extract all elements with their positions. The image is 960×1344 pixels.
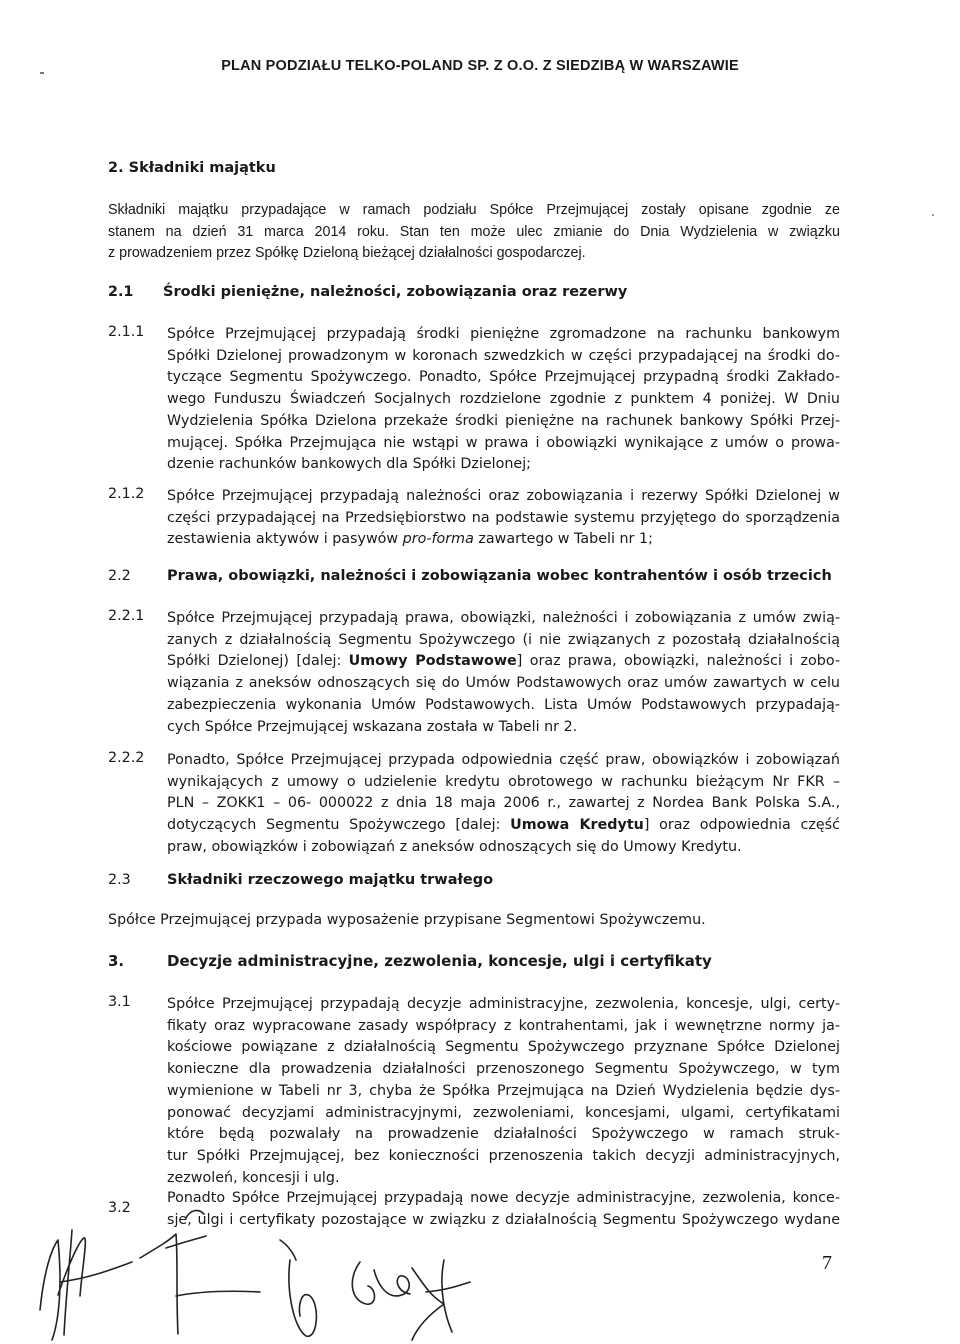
text-line: zestawienia aktywów i pasywów pro-forma zawartego w Tabeli nr 1;: [167, 531, 653, 548]
section-number: 2.1.2: [108, 486, 145, 502]
text-line: Spółce Przejmującej przypadają prawa, obowiązki, należności i zobowiązania z umów zwią-: [167, 610, 840, 626]
text-line: które będą pozwalały na prowadzenie działalności Spożywczego w ramach struk-: [167, 1126, 840, 1143]
section-number: 2.1.1: [108, 324, 145, 340]
section-3-title: Decyzje administracyjne, zezwolenia, koncesje, ulgi i certyfikaty: [167, 952, 712, 970]
text-line: Spółce Przejmującej przypadają decyzje administracyjne, zezwolenia, koncesje, ulgi, certy-: [167, 996, 840, 1012]
text-line: wiązania z aneksów odnoszących się do Umów Podstawowych oraz umów zawartych w celu: [167, 675, 840, 692]
section-2-heading: 2. Składniki majątku: [108, 160, 276, 176]
text-line: dotyczących Segmentu Spożywczego [dalej: Umowa Kredytu] oraz odpowiednia część: [167, 817, 840, 834]
text-line: PLN – ZOKK1 – 06- 000022 z dnia 18 maja 2006 r., zawartej z Nordea Bank Polska S.A.,: [167, 795, 840, 812]
text-line: tyczące Segmentu Spożywczego. Ponadto, Spółce Przejmującej przypadną środki Zakłado-: [167, 369, 840, 386]
section-number: 2.2.2: [108, 750, 145, 766]
text-line: Spółce Przejmującej przypadają środki pieniężne zgromadzone na rachunku bankowym: [167, 326, 840, 342]
paragraph-2-1-1: [167, 324, 840, 476]
section-number: 2.1: [108, 284, 134, 300]
text-line: z prowadzeniem przez Spółkę Dzieloną bieżącej działalności gospodarczej.: [108, 245, 586, 262]
text-line: Spółki Dzielonej prowadzonym w koronach szwedzkich w części przypadającej na środki do-: [167, 347, 840, 364]
section-2-3-text: [108, 910, 840, 932]
text-line: części przypadającej na Przedsiębiorstwo na podstawie systemu przyjętego do sporządzenia: [167, 509, 840, 526]
text-line: Składniki majątku przypadające w ramach podziału Spółce Przejmującej zostały opisane zgodnie ze: [108, 202, 840, 218]
section-number: 2.2.1: [108, 608, 145, 624]
section-number: 2.2: [108, 568, 131, 584]
text-line: wymienione w Tabeli nr 3, chyba że Spółka Przejmująca na Dzień Wydzielenia będzie dys-: [167, 1082, 840, 1099]
text-line: Spółki Dzielonej) [dalej: Umowy Podstawowe] oraz prawa, obowiązki, należności i zobo-: [167, 653, 841, 670]
text-line: tur Spółki Przejmującej, bez konieczności przenoszenia takich decyzji administracyjnych,: [167, 1147, 840, 1164]
text-line: ponować decyzjami administracyjnymi, zezwoleniami, koncesjami, ulgami, certyfikatami: [167, 1104, 840, 1121]
text-line: sje, ulgi i certyfikaty pozostające w związku z działalnością Segmentu Spożywczego wydane: [167, 1211, 840, 1228]
handwritten-signatures: [0, 1200, 960, 1344]
page-header: PLAN PODZIAŁU TELKO-POLAND SP. Z O.O. Z SIEDZIBĄ W WARSZAWIE: [221, 58, 739, 74]
text-line: mującej. Spółka Przejmująca nie wstąpi w prawa i obowiązki wynikające z umów o prowa-: [167, 434, 840, 451]
emphasis: pro-forma: [402, 531, 474, 548]
section-number: 2.3: [108, 872, 131, 888]
defined-term: Umowa Kredytu: [510, 817, 644, 834]
text-line: wynikających z umowy o udzielenie kredytu obrotowego w rachunku bieżącym Nr FKR –: [167, 773, 840, 790]
text-line: zezwoleń, koncesji i ulg.: [167, 1169, 340, 1186]
section-2-intro: [108, 200, 840, 265]
paragraph-2-1-2: [167, 486, 840, 551]
section-number: 3.2: [108, 1200, 131, 1216]
text-line: dzenie rachunków bankowych dla Spółki Dzielonej;: [167, 456, 531, 473]
text-line: zabezpieczenia wykonania Umów Podstawowych. Lista Umów Podstawowych przypadają-: [167, 696, 840, 713]
text-line: zanych z działalnością Segmentu Spożywczego (i nie związanych z pozostałą działalnością: [167, 631, 840, 648]
section-2-3-title: Składniki rzeczowego majątku trwałego: [167, 872, 494, 888]
text-line: Spółce Przejmującej przypadają należności oraz zobowiązania i rezerwy Spółki Dzielonej w: [167, 488, 840, 504]
text-line: Ponadto, Spółce Przejmującej przypada odpowiednia część praw, obowiązków i zobowiązań: [167, 752, 840, 768]
page-number: 7: [822, 1252, 832, 1274]
text-line: konieczne dla prowadzenia działalności przenoszonego Segmentu Spożywczego, w tym: [167, 1061, 840, 1078]
section-2-1-title: Środki pieniężne, należności, zobowiązania oraz rezerwy: [163, 284, 628, 300]
paragraph-2-2-1: [167, 608, 840, 738]
paragraph-3-1: [167, 994, 840, 1189]
text-line: wego Funduszu Świadczeń Socjalnych rozdzielone zgodnie z punktem 4 poniżej. W Dniu: [167, 391, 840, 408]
defined-term: Umowy Podstawowe: [348, 653, 517, 670]
text-line: praw, obowiązków i zobowiązań z aneksów odnoszących się do Umowy Kredytu.: [167, 838, 742, 855]
scan-speck: [932, 214, 934, 216]
section-2-2-title: Prawa, obowiązki, należności i zobowiązania wobec kontrahentów i osób trzecich: [167, 568, 832, 584]
text-line: stanem na dzień 31 marca 2014 roku. Stan ten może ulec zmianie do Dnia Wydzielenia w związku: [108, 223, 840, 240]
text-line: cych Spółce Przejmującej wskazana została w Tabeli nr 2.: [167, 718, 578, 735]
text-line: Ponadto Spółce Przejmującej przypadają nowe decyzje administracyjne, zezwolenia, konce-: [167, 1190, 840, 1206]
text-line: Spółce Przejmującej przypada wyposażenie przypisane Segmentowi Spożywczemu.: [108, 912, 706, 928]
paragraph-2-2-2: [167, 750, 840, 859]
section-number: 3.1: [108, 994, 131, 1010]
text-line: fikaty oraz wypracowane zasady współpracy z kontrahentami, jak i wewnętrzne normy ja-: [167, 1017, 840, 1034]
section-3-number: 3.: [108, 952, 125, 970]
text-line: kościowe powiązane z działalnością Segmentu Spożywczego przyznane Spółce Dzielonej: [167, 1039, 840, 1056]
signatures: [0, 1200, 960, 1344]
text-line: Wydzielenia Spółka Dzielona przekaże środki pieniężne na rachunek bankowy Spółki Przej-: [167, 412, 840, 429]
